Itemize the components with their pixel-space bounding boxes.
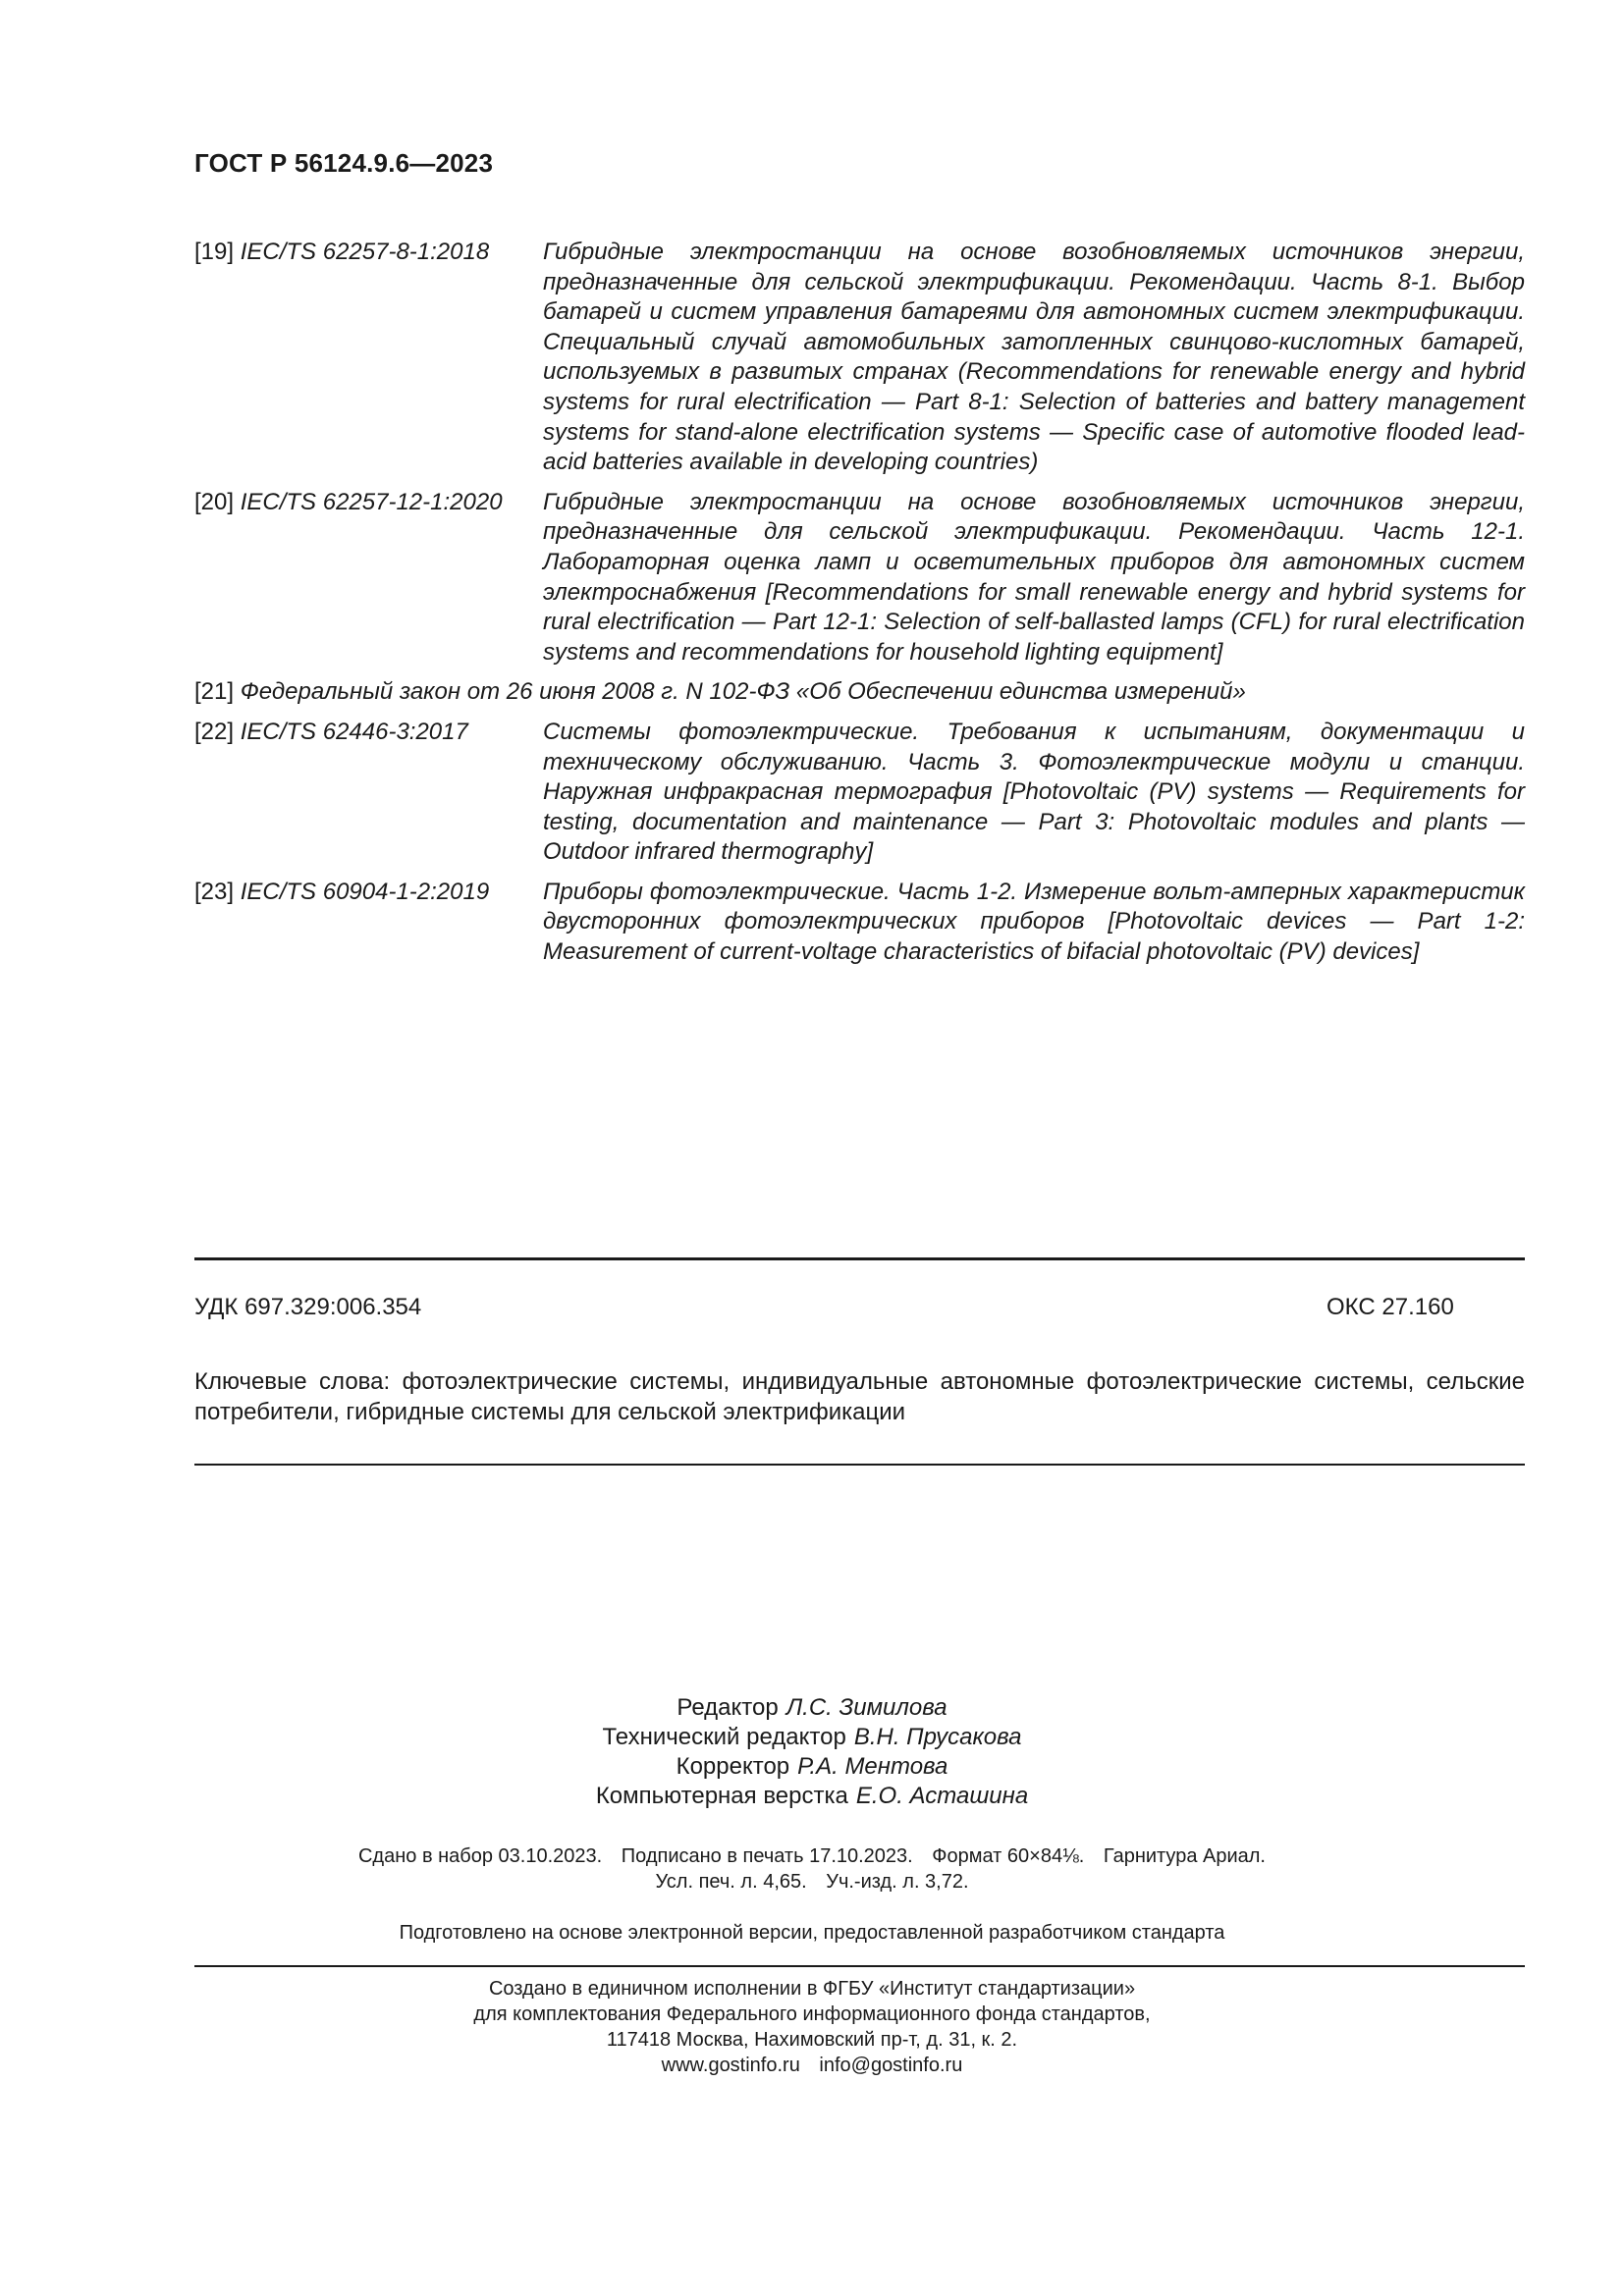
reference-number: [20] [194, 488, 235, 515]
reference-designation: IEC/TS 62257-12-1:2020 [240, 488, 503, 515]
bibliography-list [194, 238, 1525, 978]
publishing-sheets: Уч.-изд. л. 3,72. [826, 1871, 969, 1893]
credit-editor: Редактор Л.С. Зимилова [677, 1694, 947, 1721]
page-header-doc-number: ГОСТ Р 56124.9.6—2023 [194, 148, 494, 178]
reference-title: Системы фотоэлектрические. Требования к испытаниям, документации и техническому обслуживанию. Часть 3. Фотоэлектрические модули и станции. Наружная инфракрасная термография [Photovoltaic (PV) systems — Requirements for testing, documentation and maintenance — Part 3: Photovoltaic modules and plants — Outdoor infrared thermography] [543, 718, 1525, 866]
keywords-text: Ключевые слова: фотоэлектрические системы, индивидуальные автономные фотоэлектрические системы, сельские потребители, гибридные системы для сельской электрификации [194, 1368, 1525, 1425]
reference-item [194, 238, 1525, 478]
credit-technical-editor: Технический редактор В.Н. Прусакова [602, 1724, 1022, 1750]
divider-keywords [194, 1464, 1525, 1466]
credits-block [0, 1693, 1624, 1811]
publisher-footer [0, 1976, 1624, 2078]
print-info [0, 1843, 1624, 1895]
print-signed: Подписано в печать 17.10.2023. [621, 1845, 913, 1867]
reference-item [194, 488, 1525, 668]
reference-number: [23] [194, 878, 235, 905]
reference-designation: IEC/TS 62257-8-1:2018 [240, 239, 490, 265]
credit-layout: Компьютерная верстка Е.О. Асташина [595, 1783, 1029, 1809]
reference-designation: IEC/TS 60904-1-2:2019 [240, 878, 490, 905]
divider-top [194, 1257, 1525, 1260]
print-submitted: Сдано в набор 03.10.2023. [357, 1845, 603, 1867]
print-format: Формат 60×84⅛. [932, 1845, 1085, 1867]
prepared-note: Подготовлено на основе электронной версии, предоставленной разработчиком стандарта [399, 1922, 1225, 1944]
reference-designation: IEC/TS 62446-3:2017 [240, 718, 468, 745]
reference-title: Гибридные электростанции на основе возобновляемых источников энергии, предназначенные для сельской электрификации. Рекомендации. Часть 8-1. Выбор батарей и систем управления батареями для автономных систем электрификации. Специальный случай автомобильных затопленных свинцово-кислотных батарей, используемых в развитых странах (Recommendations for renewable energy and hybrid systems for rural electrification — Part 8-1: Selection of batteries and battery management systems for stand-alone electrification systems — Specific case of automotive flooded lead-acid batteries available in developing countries) [543, 239, 1525, 476]
udk-code: УДК 697.329:006.354 [194, 1294, 422, 1320]
reference-item [194, 718, 1525, 868]
reference-item [194, 878, 1525, 968]
reference-number: [19] [194, 239, 235, 265]
reference-title: Федеральный закон от 26 июня 2008 г. N 102-ФЗ «Об Обеспечении единства измерений» [240, 678, 1246, 706]
reference-title: Гибридные электростанции на основе возобновляемых источников энергии, предназначенные для сельской электрификации. Рекомендации. Часть 12-1. Лабораторная оценка ламп и осветительных приборов для автономных систем электроснабжения [Recommendations for small renewable energy and hybrid systems for rural electrification — Part 12-1: Selection of self-ballasted lamps (CFL) for rural electrification systems and recommendations for household lighting equipment] [543, 488, 1525, 666]
reference-number: [21] [194, 678, 235, 706]
footer-website-link[interactable]: www.gostinfo.ru [661, 2055, 800, 2076]
divider-footer [194, 1965, 1525, 1967]
print-sheets: Усл. печ. л. 4,65. [655, 1871, 807, 1893]
print-typeface: Гарнитура Ариал. [1103, 1845, 1266, 1867]
reference-number: [22] [194, 718, 235, 745]
reference-title: Приборы фотоэлектрические. Часть 1-2. Измерение вольт-амперных характеристик двусторонних фотоэлектрических приборов [Photovoltaic devices — Part 1-2: Measurement of current-voltage characteristics of bifacial photovoltaic (PV) devices] [543, 878, 1525, 966]
footer-line-1: Создано в единичном исполнении в ФГБУ «Институт стандартизации» [488, 1978, 1136, 2000]
credit-proofreader: Корректор Р.А. Ментова [676, 1753, 948, 1780]
footer-email-link[interactable]: info@gostinfo.ru [819, 2055, 963, 2076]
footer-line-2: для комплектования Федерального информационного фонда стандартов, [473, 2003, 1151, 2025]
reference-item [194, 677, 1525, 708]
footer-line-3: 117418 Москва, Нахимовский пр-т, д. 31, к. 2. [606, 2029, 1018, 2051]
oks-code: ОКС 27.160 [1326, 1294, 1454, 1320]
